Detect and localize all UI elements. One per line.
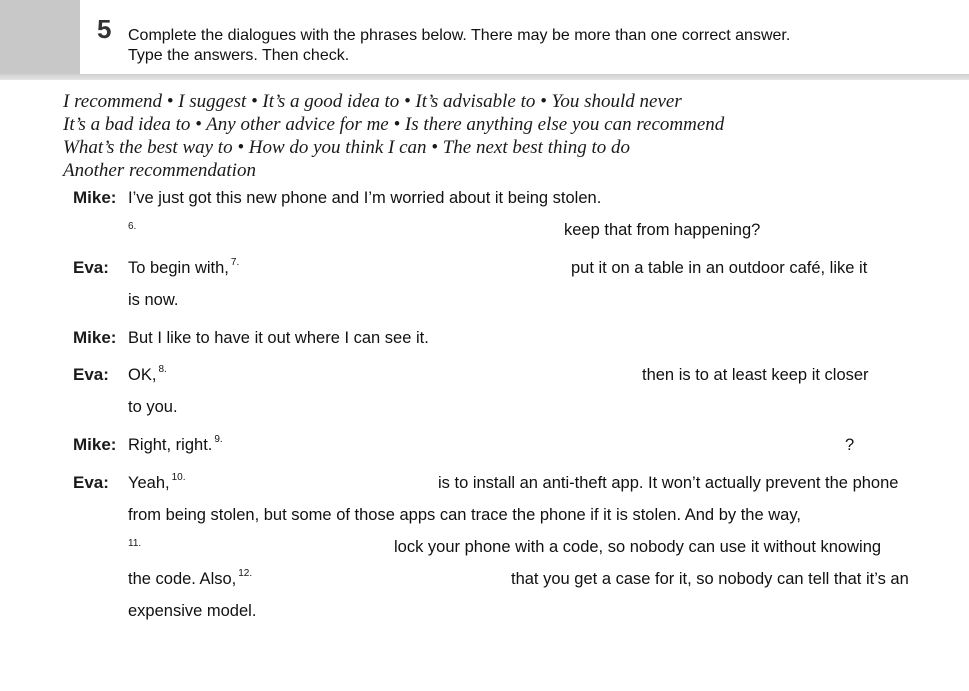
- dialogue-text: Yeah,: [128, 474, 170, 492]
- answer-blank-11[interactable]: [145, 536, 375, 558]
- dialogue-text: that you get a case for it, so nobody can tell that it’s an: [511, 570, 909, 588]
- dialogue-text: lock your phone with a code, so nobody can use it without knowing: [394, 538, 882, 556]
- answer-blank-8[interactable]: [170, 364, 620, 386]
- speaker-mike: Mike:: [73, 435, 117, 454]
- dialogue-text: is now.: [128, 291, 179, 309]
- dialogue-text: keep that from happening?: [564, 221, 761, 239]
- answer-blank-6[interactable]: [138, 219, 288, 241]
- exercise-number: 5: [97, 14, 112, 44]
- blank-number-8: 8.: [158, 364, 167, 375]
- dialogue-text: Right, right.: [128, 436, 213, 454]
- blank-number-7: 7.: [230, 257, 240, 268]
- blank-number-6: 6.: [128, 221, 137, 232]
- speaker-eva: Eva:: [73, 473, 109, 492]
- dialogue-text: is to install an anti-theft app. It won’t actually prevent the phone: [438, 474, 899, 492]
- dialogue-text: To begin with,: [128, 259, 229, 277]
- header-divider: [0, 74, 969, 80]
- blank-number-11: 11.: [128, 538, 142, 549]
- dialogue-line: [128, 259, 239, 278]
- speaker-eva: Eva:: [73, 258, 109, 277]
- answer-blank-12[interactable]: [262, 568, 492, 590]
- dialogue-text: then is to at least keep it closer: [642, 366, 869, 384]
- blank-number-12: 12.: [238, 568, 253, 579]
- dialogue-line: [128, 570, 252, 589]
- dialogue-text: I’ve just got this new phone and I’m worried about it being stolen.: [128, 189, 602, 207]
- dialogue-line: [128, 436, 223, 455]
- blank-number-10: 10.: [171, 472, 186, 483]
- answer-blank-7[interactable]: [250, 257, 550, 279]
- phrase-line: It’s a bad idea to • Any other advice for me • Is there anything else you can recommend: [63, 114, 725, 135]
- header-grey-block: [0, 0, 80, 74]
- dialogue-text: expensive model.: [128, 602, 257, 620]
- answer-blank-9[interactable]: [235, 434, 815, 456]
- blank-number-9: 9.: [214, 434, 223, 445]
- phrase-line: What’s the best way to • How do you think I can • The next best thing to do: [63, 137, 631, 158]
- dialogue-text: But I like to have it out where I can see it.: [128, 329, 429, 347]
- answer-blank-10[interactable]: [190, 472, 420, 494]
- dialogue-text: from being stolen, but some of those apps can trace the phone if it is stolen. And by the way,: [128, 506, 801, 524]
- dialogue-text: OK,: [128, 366, 157, 384]
- speaker-mike: Mike:: [73, 328, 117, 347]
- dialogue-line: [128, 366, 167, 385]
- speaker-mike: Mike:: [73, 188, 117, 207]
- dialogue-line: [128, 474, 186, 493]
- dialogue-text: put it on a table in an outdoor café, like it: [571, 259, 868, 277]
- dialogue-text: to you.: [128, 398, 178, 416]
- instruction-line-1: Complete the dialogues with the phrases below. There may be more than one correct answer.: [128, 27, 791, 44]
- dialogue-text: the code. Also,: [128, 570, 237, 588]
- speaker-eva: Eva:: [73, 365, 109, 384]
- phrase-line: I recommend • I suggest • It’s a good idea to • It’s advisable to • You should never: [63, 91, 682, 112]
- phrase-line: Another recommendation: [63, 160, 256, 181]
- phrase-box: [63, 90, 724, 182]
- exercise-header: [0, 0, 969, 80]
- dialogue-text: ?: [845, 436, 855, 454]
- instruction-line-2: Type the answers. Then check.: [128, 47, 350, 64]
- exercise-instructions: [128, 26, 790, 66]
